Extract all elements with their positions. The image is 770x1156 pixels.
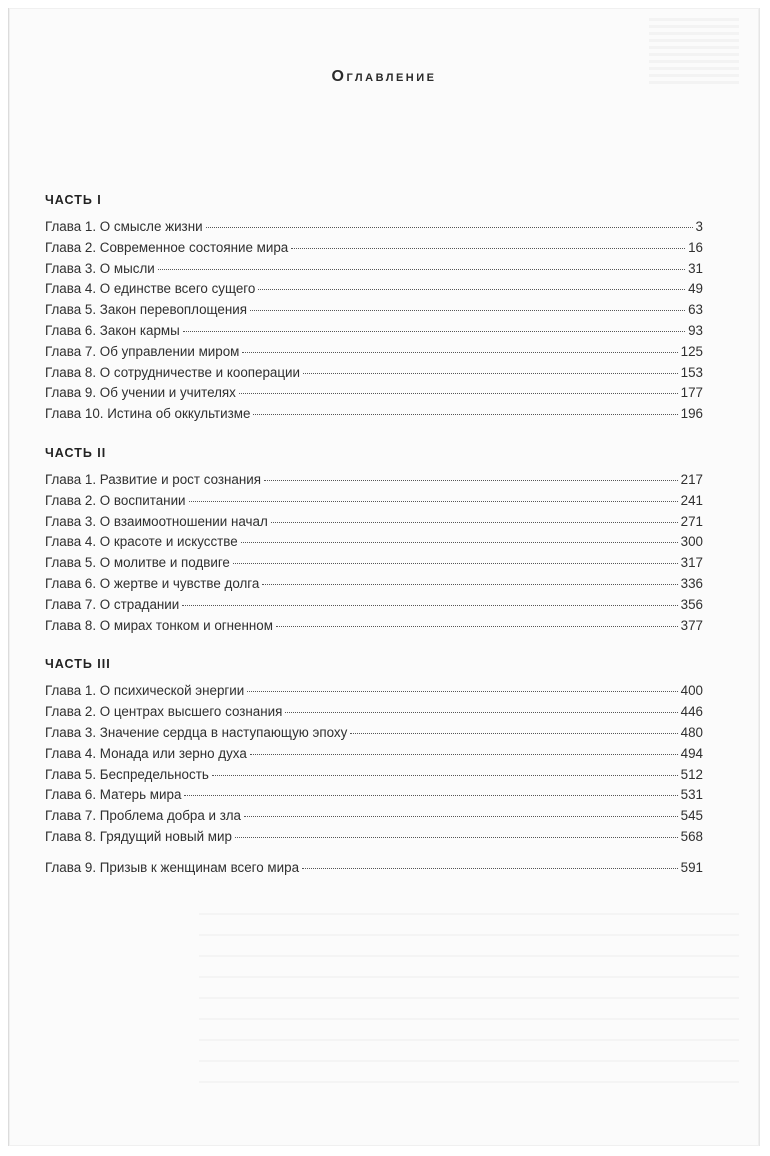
dot-leader (189, 501, 678, 502)
table-of-contents (45, 190, 703, 897)
toc-entry[interactable] (45, 702, 703, 723)
chapter-title: Глава 6. Матерь мира (45, 787, 182, 803)
toc-entry[interactable] (45, 616, 703, 637)
page-title: Оглавление (331, 68, 437, 85)
toc-entry[interactable] (45, 279, 703, 300)
chapter-title: Глава 7. Об управлении миром (45, 343, 240, 359)
toc-entry[interactable] (45, 363, 703, 384)
page-number: 494 (680, 745, 703, 761)
chapter-title: Глава 4. Монада или зерно духа (45, 745, 247, 761)
toc-entry[interactable] (45, 321, 703, 342)
chapter-title: Глава 3. Значение сердца в наступающую эпоху (45, 724, 348, 740)
toc-entry[interactable] (45, 217, 703, 238)
toc-entry[interactable] (45, 238, 703, 259)
part-1 (45, 190, 703, 425)
bleed-through-texture (199, 903, 739, 1083)
chapter-title: Глава 6. О жертве и чувстве долга (45, 575, 260, 591)
dot-leader (235, 837, 678, 838)
toc-entry[interactable] (45, 723, 703, 744)
page-number: 356 (680, 596, 703, 612)
dot-leader (182, 605, 677, 606)
page-number: 568 (680, 828, 703, 844)
dot-leader (247, 691, 677, 692)
dot-leader (206, 227, 693, 228)
chapter-title: Глава 3. О взаимоотношении начал (45, 513, 268, 529)
chapter-title: Глава 10. Истина об оккультизме (45, 406, 251, 422)
dot-leader (239, 393, 678, 394)
chapter-title: Глава 2. Современное состояние мира (45, 239, 289, 255)
chapter-title: Глава 5. О молитве и подвиге (45, 555, 230, 571)
chapter-title: Глава 1. О психической энергии (45, 683, 245, 699)
page-number: 153 (680, 364, 703, 380)
toc-entry[interactable] (45, 553, 703, 574)
toc-entry[interactable] (45, 491, 703, 512)
toc-entry[interactable] (45, 532, 703, 553)
toc-entry[interactable] (45, 806, 703, 827)
page-number: 177 (680, 385, 703, 401)
chapter-title: Глава 8. О сотрудничестве и кооперации (45, 364, 300, 380)
dot-leader (276, 626, 678, 627)
dot-leader (212, 775, 678, 776)
dot-leader (242, 352, 677, 353)
part-title: ЧАСТЬ II (45, 445, 107, 460)
dot-leader (183, 331, 685, 332)
page-number: 93 (688, 322, 703, 338)
toc-entry[interactable] (45, 512, 703, 533)
book-page (8, 8, 760, 1146)
page-number: 63 (688, 302, 703, 318)
toc-entry[interactable] (45, 259, 703, 280)
page-number: 3 (695, 219, 703, 234)
chapter-title: Глава 5. Закон перевоплощения (45, 302, 247, 318)
part-2 (45, 443, 703, 636)
toc-entry[interactable] (45, 858, 703, 879)
dot-leader (233, 563, 678, 564)
chapter-title: Глава 8. Грядущий новый мир (45, 828, 232, 844)
page-number: 49 (688, 281, 703, 297)
part-3 (45, 654, 703, 878)
chapter-title: Глава 8. О мирах тонком и огненном (45, 617, 273, 633)
chapter-title: Глава 7. Проблема добра и зла (45, 808, 241, 824)
page-number: 336 (680, 575, 703, 591)
toc-entry[interactable] (45, 383, 703, 404)
dot-leader (184, 795, 677, 796)
page-number: 446 (680, 704, 703, 720)
toc-entry[interactable] (45, 574, 703, 595)
chapter-title: Глава 5. Беспредельность (45, 766, 209, 782)
toc-entry[interactable] (45, 681, 703, 702)
toc-entry[interactable] (45, 765, 703, 786)
toc-entry[interactable] (45, 470, 703, 491)
toc-entry[interactable] (45, 827, 703, 848)
toc-entry[interactable] (45, 595, 703, 616)
dot-leader (258, 289, 685, 290)
page-number: 16 (688, 239, 703, 255)
toc-entry[interactable] (45, 785, 703, 806)
page-number: 300 (680, 534, 703, 550)
chapter-title: Глава 2. О центрах высшего сознания (45, 704, 283, 720)
page-number: 317 (680, 555, 703, 571)
dot-leader (303, 373, 678, 374)
page-number: 480 (680, 724, 703, 740)
page-number: 512 (680, 766, 703, 782)
page-number: 531 (680, 787, 703, 803)
part-title: ЧАСТЬ I (45, 193, 102, 207)
chapter-title: Глава 4. О единстве всего сущего (45, 281, 256, 297)
toc-entry[interactable] (45, 342, 703, 363)
dot-leader (302, 868, 678, 869)
dot-leader (241, 542, 678, 543)
chapter-title: Глава 6. Закон кармы (45, 322, 180, 338)
chapter-title: Глава 7. О страдании (45, 596, 180, 612)
toc-entry[interactable] (45, 300, 703, 321)
part-title: ЧАСТЬ III (45, 657, 111, 672)
page-number: 241 (680, 492, 703, 508)
dot-leader (264, 480, 678, 481)
page-number: 196 (680, 406, 703, 422)
page-number: 217 (680, 471, 703, 487)
chapter-title: Глава 9. Призыв к женщинам всего мира (45, 859, 300, 875)
page-number: 31 (688, 260, 703, 276)
dot-leader (158, 269, 685, 270)
page-number: 377 (680, 617, 703, 633)
dot-leader (250, 310, 685, 311)
chapter-title: Глава 1. О смысле жизни (45, 219, 203, 234)
dot-leader (271, 522, 678, 523)
dot-leader (253, 414, 677, 415)
dot-leader (350, 733, 677, 734)
dot-leader (262, 584, 677, 585)
dot-leader (244, 816, 678, 817)
chapter-title: Глава 4. О красоте и искусстве (45, 534, 238, 550)
dot-leader (291, 248, 685, 249)
page-number: 400 (680, 683, 703, 699)
chapter-title: Глава 9. Об учении и учителях (45, 385, 236, 401)
chapter-title: Глава 3. О мысли (45, 260, 155, 276)
chapter-title: Глава 1. Развитие и рост сознания (45, 471, 261, 487)
page-number: 591 (680, 859, 703, 875)
dot-leader (285, 712, 677, 713)
page-number: 545 (680, 808, 703, 824)
page-number: 125 (680, 343, 703, 359)
chapter-title: Глава 2. О воспитании (45, 492, 186, 508)
toc-entry[interactable] (45, 404, 703, 425)
dot-leader (250, 754, 678, 755)
toc-entry[interactable] (45, 744, 703, 765)
page-number: 271 (680, 513, 703, 529)
